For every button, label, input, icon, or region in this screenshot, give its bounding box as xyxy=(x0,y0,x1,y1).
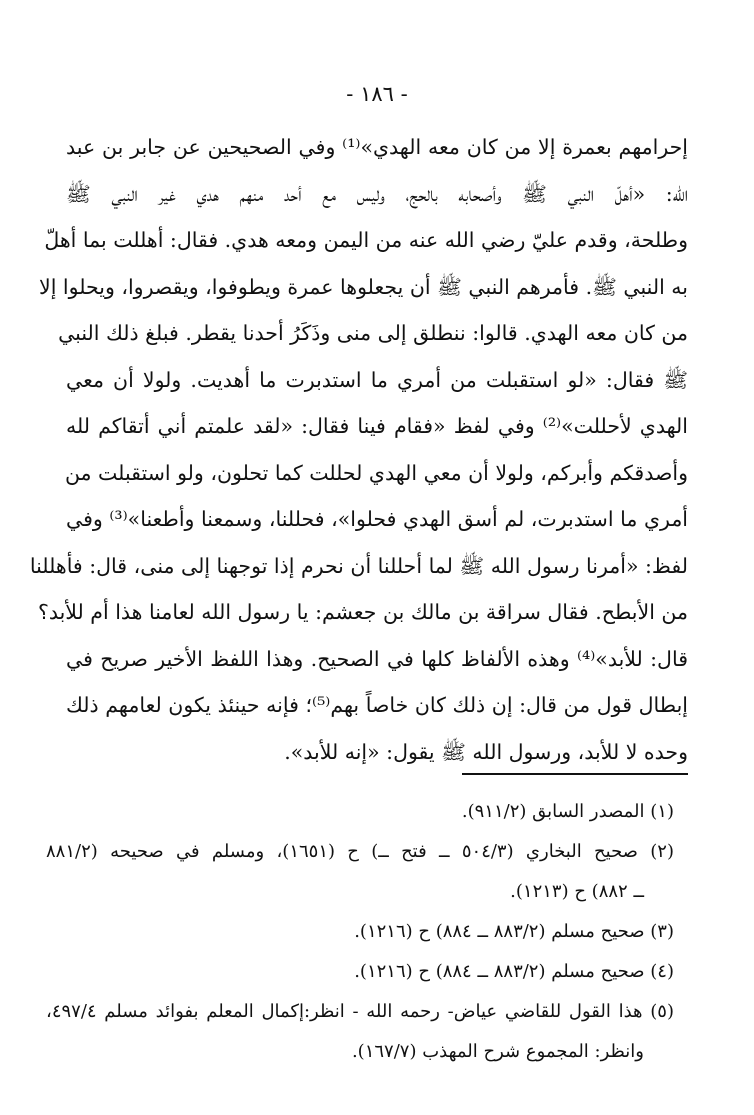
text-line: أمري ما استدبرت، لم أسق الهدي فحلوا»، فحللنا، وسمعنا وأطعنا»⁽³⁾ وفي xyxy=(66,507,688,531)
footnote-item: (٤) صحيح مسلم (٨٨٣/٢ ــ ٨٨٤) ح (١٢١٦). xyxy=(354,961,674,982)
text-line: ﷺ فقال: «لو استقبلت من أمري ما استدبرت ما أهديت. ولولا أن معي xyxy=(66,367,688,392)
footnote-item: (٥) هذا القول للقاضي عياض- رحمه الله - انظر:إكمال المعلم بفوائد مسلم ٤٩٧/٤، xyxy=(46,1001,674,1022)
text-line: قال: للأبد»⁽⁴⁾ وهذه الألفاظ كلها في الصحيح. وهذا اللفظ الأخير صريح في xyxy=(66,646,688,671)
footnote-continuation: ــ ٨٨٢) ح (١٢١٣). xyxy=(510,881,644,902)
text-line: من كان معه الهدي. قالوا: ننطلق إلى منى وذَكَرُ أحدنا يقطر. فبلغ ذلك النبي xyxy=(58,321,688,345)
text-line: الهدي لأحللت»⁽²⁾ وفي لفظ «فقام فينا فقال: «لقد علمتم أني أتقاكم لله xyxy=(66,414,688,438)
footnote-item: (٢) صحيح البخاري (٥٠٤/٣ ــ فتح ــ) ح (١٦٥١)، ومسلم في صحيحه (٨٨١/٢ xyxy=(46,841,674,862)
text-line: به النبي ﷺ. فأمرهم النبي ﷺ أن يجعلوها عمرة ويطوفوا، ويقصروا، ويحلوا إلا xyxy=(39,274,688,299)
footnotes xyxy=(46,792,674,1072)
text-line: إحرامهم بعمرة إلا من كان معه الهدي»⁽¹⁾ وفي الصحيحين عن جابر بن عبد xyxy=(66,135,688,159)
footnote-separator xyxy=(462,773,688,775)
text-line: إبطال قول من قال: إن ذلك كان خاصاً بهم⁽⁵⁾؛ فإنه حينئذ يكون لعامهم ذلك xyxy=(66,693,688,717)
page-number: - ١٨٦ - xyxy=(346,82,408,106)
main-text xyxy=(29,124,688,775)
text-line: وحده لا للأبد، ورسول الله ﷺ يقول: «إنه للأبد». xyxy=(284,739,688,764)
text-line: وأصدقكم وأبركم، ولولا أن معي الهدي لحللت كما تحلون، ولو استقبلت من xyxy=(64,460,688,485)
text-line: من الأبطح. فقال سراقة بن مالك بن جعشم: يا رسول الله لعامنا هذا أم للأبد؟ xyxy=(37,600,688,624)
footnote-continuation: وانظر: المجموع شرح المهذب (١٦٧/٧). xyxy=(351,1041,644,1062)
footnote-item: (٣) صحيح مسلم (٨٨٣/٢ ــ ٨٨٤) ح (١٢١٦). xyxy=(354,921,674,942)
text-line: لفظ: «أمرنا رسول الله ﷺ لما أحللنا أن نحرم إذا توجهنا إلى منى، قال: فأهللنا xyxy=(29,553,688,578)
text-line: الله: «أهلّ النبي ﷺ وأصحابه بالحج، وليس مع أحد منهم هدي غير النبي ﷺ xyxy=(66,181,688,206)
text-line: وطلحة، وقدم عليّ رضي الله عنه من اليمن ومعه هدي. فقال: أهللت بما أهلّ xyxy=(44,228,688,252)
footnote-item: (١) المصدر السابق (٩١١/٢). xyxy=(461,801,674,822)
